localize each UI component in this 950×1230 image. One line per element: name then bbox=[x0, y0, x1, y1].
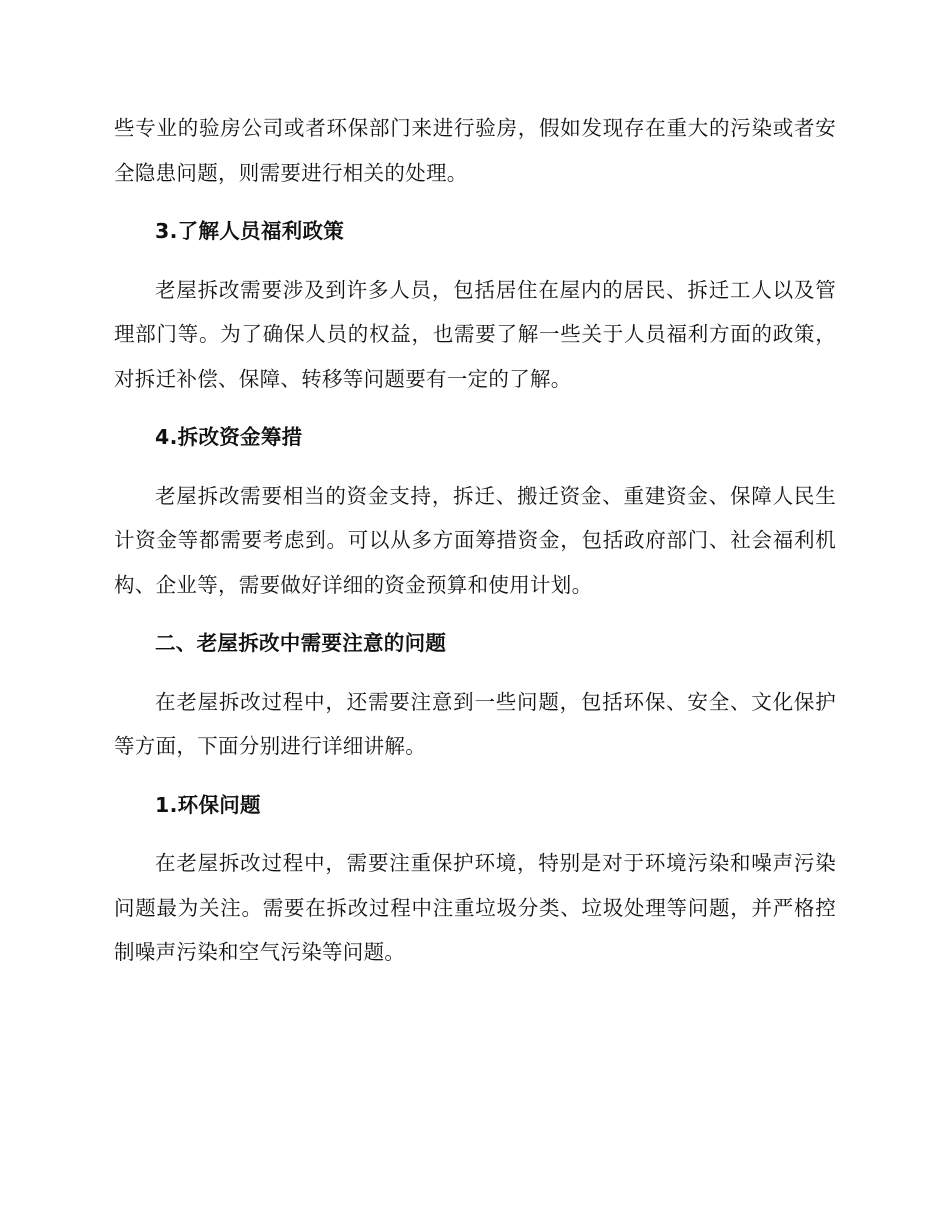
document-body bbox=[114, 106, 836, 975]
section-heading-welfare-policy: 3.了解人员福利政策 bbox=[155, 219, 345, 243]
spacer bbox=[114, 460, 836, 474]
chapter-heading-issues: 二、老屋拆改中需要注意的问题 bbox=[155, 631, 447, 655]
section-heading-funding: 4.拆改资金筹措 bbox=[155, 425, 303, 449]
spacer bbox=[114, 401, 836, 415]
paragraph-continued: 些专业的验房公司或者环保部门来进行验房，假如发现存在重大的污染或者安全隐患问题，则需要进行相关的处理。 bbox=[114, 116, 836, 185]
paragraph-welfare-policy: 老屋拆改需要涉及到许多人员，包括居住在屋内的居民、拆迁工人以及管理部门等。为了确保人员的权益，也需要了解一些关于人员福利方面的政策，对拆迁补偿、保障、转移等问题要有一定的了解。 bbox=[114, 277, 836, 391]
paragraph-environment: 在老屋拆改过程中，需要注重保护环境，特别是对于环境污染和噪声污染问题最为关注。需要在拆改过程中注重垃圾分类、垃圾处理等问题，并严格控制噪声污染和空气污染等问题。 bbox=[114, 851, 836, 964]
paragraph-funding: 老屋拆改需要相当的资金支持，拆迁、搬迁资金、重建资金、保障人民生计资金等都需要考虑到。可以从多方面筹措资金，包括政府部门、社会福利机构、企业等，需要做好详细的资金预算和使用计划。 bbox=[114, 483, 836, 597]
spacer bbox=[114, 827, 836, 841]
spacer bbox=[114, 254, 836, 268]
spacer bbox=[114, 666, 836, 680]
paragraph-issues-intro: 在老屋拆改过程中，还需要注意到一些问题，包括环保、安全、文化保护等方面，下面分别进行详细讲解。 bbox=[114, 689, 836, 758]
section-heading-environment: 1.环保问题 bbox=[155, 792, 261, 817]
spacer bbox=[114, 195, 836, 209]
spacer bbox=[114, 607, 836, 621]
spacer bbox=[114, 769, 836, 783]
